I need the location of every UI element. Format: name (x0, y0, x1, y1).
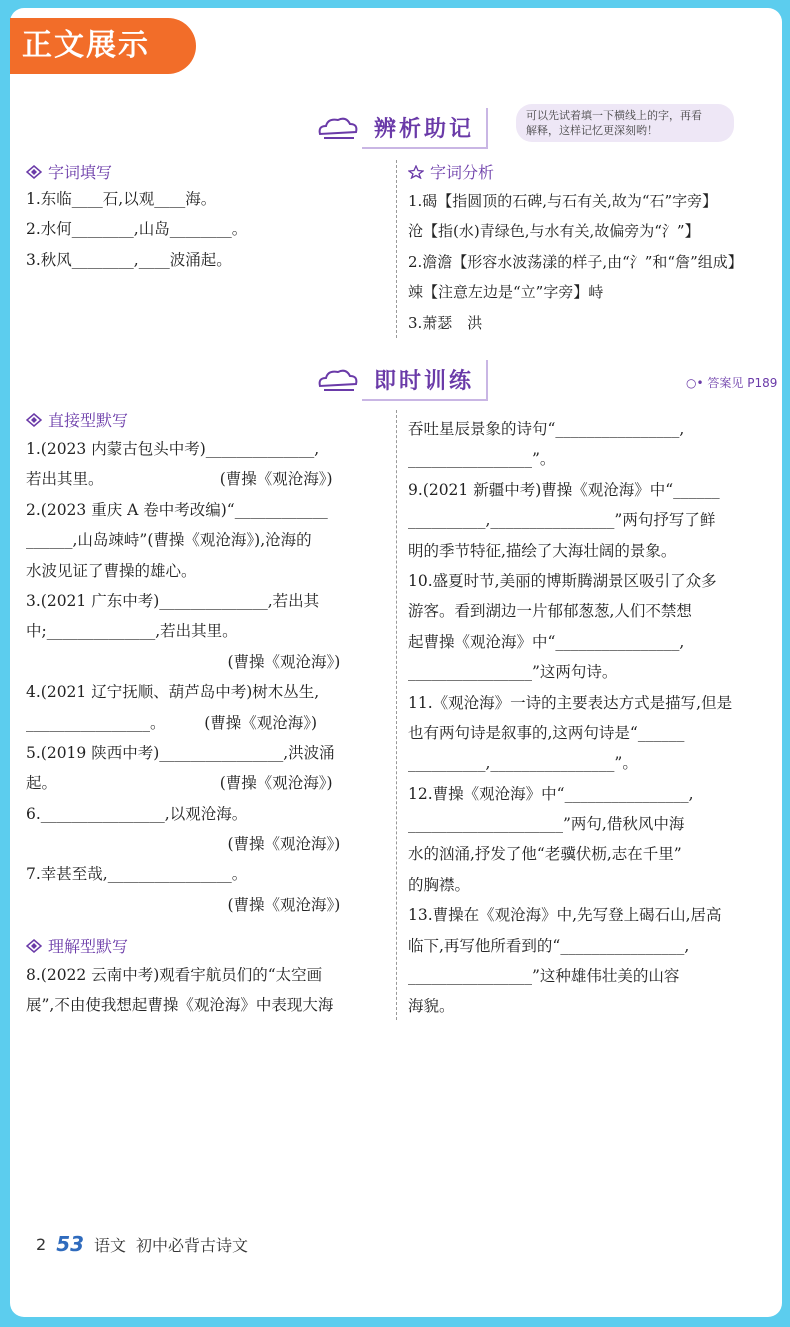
text-line: 临下,再写他所看到的“________________, (408, 936, 690, 955)
answer-ref-text: 答案见 P189 (707, 376, 778, 390)
text-line: __________,________________”两句抒写了鲜 (408, 511, 716, 530)
text-line: 起曹操《观沧海》中“________________, (408, 632, 685, 651)
text-line: ____________________”两句,借秋风中海 (408, 815, 685, 834)
page-footer (36, 1232, 248, 1256)
text-line: 2.澹澹【形容水波荡漾的样子,由“氵”和“詹”组成】 (408, 252, 743, 271)
text-line: ________________”。 (408, 450, 556, 469)
answer-reference (686, 374, 777, 391)
text-line: (曹操《观沧海》) (26, 895, 341, 914)
text-line: (曹操《观沧海》) (26, 835, 341, 854)
text-line: 竦【注意左边是“立”字旁】峙 (408, 283, 604, 302)
section-title: 理解型默写 (48, 937, 129, 956)
banner-title: 辨析助记 (362, 108, 488, 149)
fill-words-list (26, 184, 386, 275)
text-line: ________________”这种雄伟壮美的山容 (408, 967, 680, 986)
text-line: 若出其里。 (曹操《观沧海》) (26, 470, 333, 489)
section-fill-words (26, 160, 112, 183)
text-line: ________________”这两句诗。 (408, 663, 618, 682)
text-line: 9.(2021 新疆中考)曹操《观沧海》中“______ (408, 480, 720, 499)
diamond-icon (26, 939, 42, 953)
text-line: 起。 (曹操《观沧海》) (26, 774, 333, 793)
text-line: 水波见证了曹操的雄心。 (26, 561, 197, 580)
text-line: 5.(2019 陕西中考)________________,洪波涌 (26, 743, 335, 762)
section-word-analysis (408, 160, 494, 183)
text-line: 3.秋风________,____波涌起。 (26, 250, 232, 269)
text-line: 也有两句诗是叙事的,这两句诗是“______ (408, 723, 685, 742)
text-line: (曹操《观沧海》) (26, 652, 341, 671)
section-direct-recite (26, 408, 128, 431)
tip-note (516, 104, 734, 142)
tip-line: 可以先试着填一下横线上的字，再看 (526, 109, 702, 122)
text-line: 8.(2022 云南中考)观看宇航员们的“太空画 (26, 966, 323, 984)
text-line: 水的汹涌,抒发了他“老骥伏枥,志在千里” (408, 845, 682, 864)
section-title: 字词分析 (430, 163, 495, 182)
footer-book: 初中必背古诗文 (136, 1235, 249, 1255)
divider (396, 410, 397, 1020)
text-line: 的胸襟。 (408, 875, 471, 894)
text-line: 展”,不由使我想起曹操《观沧海》中表现大海 (26, 996, 334, 1015)
cloud-icon (316, 114, 358, 142)
text-line: __________,________________”。 (408, 754, 638, 773)
text-line: 1.碣【指圆顶的石碑,与石有关,故为“石”字旁】 (408, 192, 718, 210)
section-understand-recite (26, 934, 128, 957)
text-line: 海貌。 (408, 997, 455, 1016)
page-number: 2 (36, 1234, 47, 1254)
brand-logo: 53 (56, 1232, 85, 1256)
understand-recite-list (26, 960, 386, 1021)
cloud-icon (316, 366, 358, 394)
direct-recite-list (26, 434, 386, 920)
tip-line: 解释，这样记忆更深刻哟！ (526, 124, 658, 137)
section-title: 字词填写 (48, 163, 113, 182)
text-line: 10.盛夏时节,美丽的博斯腾湖景区吸引了众多 (408, 571, 717, 590)
divider (396, 160, 397, 338)
text-line: 6.________________,以观沧海。 (26, 804, 248, 823)
text-line: 明的季节特征,描绘了大海壮阔的景象。 (408, 541, 677, 560)
text-line: 4.(2021 辽宁抚顺、葫芦岛中考)树木丛生, (26, 683, 320, 702)
questions-right-list (408, 414, 772, 1022)
text-line: ________________。 (曹操《观沧海》) (26, 713, 318, 732)
text-line: 12.曹操《观沧海》中“________________, (408, 784, 694, 803)
text-line: ______,山岛竦峙”(曹操《观沧海》),沧海的 (26, 531, 312, 550)
text-line: 3.(2021 广东中考)______________,若出其 (26, 591, 320, 610)
arrow-icon: ○• (686, 376, 704, 390)
text-line: 2.(2023 重庆 A 卷中考改编)“____________ (26, 500, 328, 519)
text-line: 1.(2023 内蒙古包头中考)______________, (26, 440, 320, 458)
text-line: 沧【指(水)青绿色,与水有关,故偏旁为“氵”】 (408, 222, 700, 241)
text-line: 游客。看到湖边一片郁郁葱葱,人们不禁想 (408, 602, 692, 621)
text-line: 2.水何________,山岛________。 (26, 220, 248, 239)
text-line: 13.曹操在《观沧海》中,先写登上碣石山,居高 (408, 906, 722, 925)
text-line: 11.《观沧海》一诗的主要表达方式是描写,但是 (408, 693, 733, 712)
text-line: 中;______________,若出其里。 (26, 622, 238, 641)
banner-bianxi (316, 108, 488, 148)
footer-subject: 语文 (94, 1235, 127, 1255)
text-line: 3.萧瑟 洪 (408, 313, 483, 332)
star-icon (408, 165, 424, 179)
banner-title: 即时训练 (362, 360, 488, 401)
banner-jishi (316, 360, 488, 400)
section-title: 直接型默写 (48, 411, 129, 430)
text-line: 7.幸甚至哉,________________。 (26, 865, 248, 884)
word-analysis-list (408, 186, 772, 338)
diamond-icon (26, 413, 42, 427)
section-tab: 正文展示 (10, 18, 196, 74)
text-line: 吞吐星辰景象的诗句“________________, (408, 420, 685, 438)
text-line: 1.东临____石,以观____海。 (26, 190, 217, 208)
page-sheet (10, 8, 782, 1317)
diamond-icon (26, 165, 42, 179)
